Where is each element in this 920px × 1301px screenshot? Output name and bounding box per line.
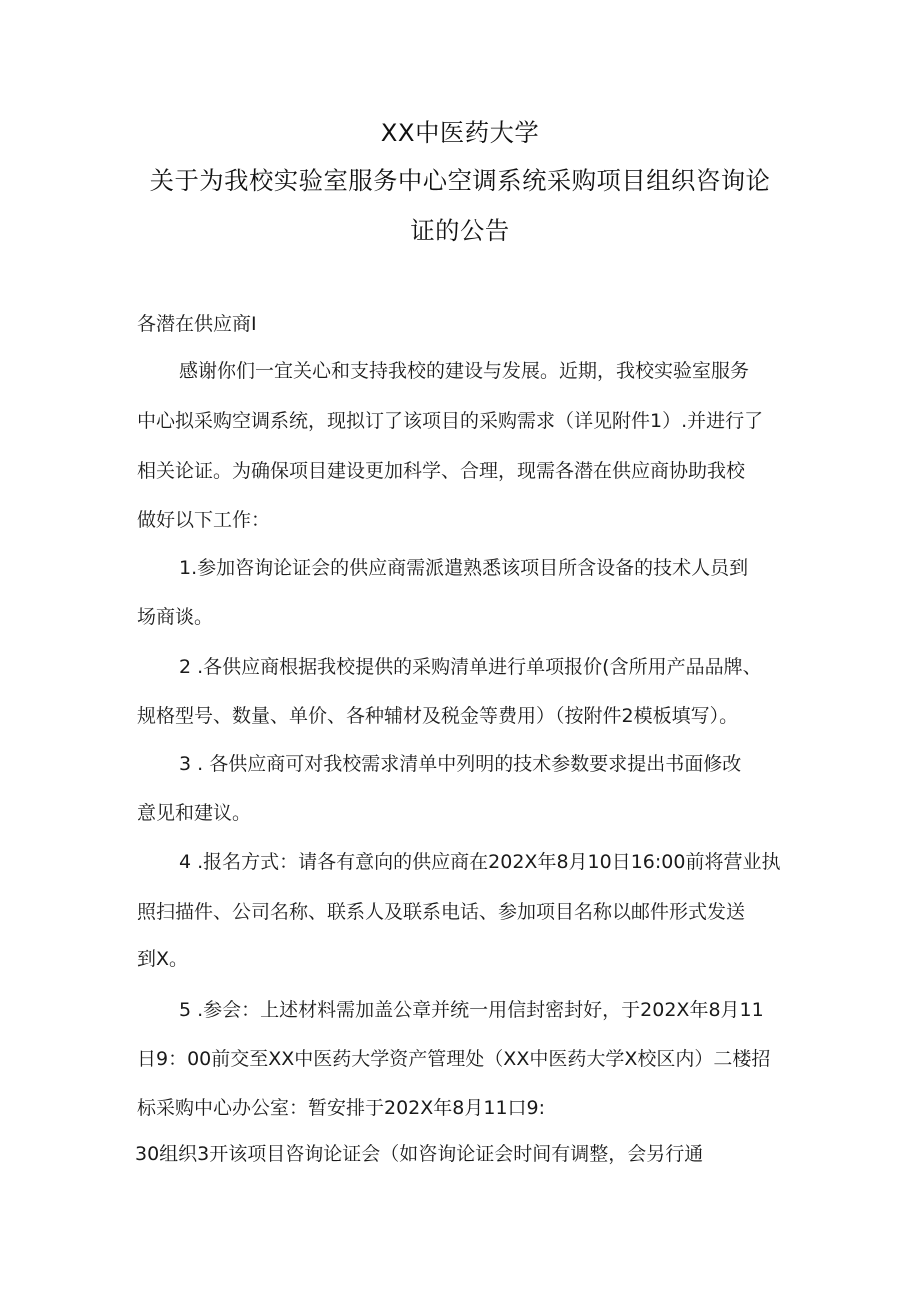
salutation: 各潜在供应商I xyxy=(137,313,257,335)
intro-line-1: 感谢你们一宜关心和支持我校的建设与发展。近期，我校实验室服务 xyxy=(179,360,750,382)
intro-line-2: 中心拟采购空调系统，现拟订了该项目的采购需求（详见附件1）.并进行了 xyxy=(137,410,764,432)
intro-line-3: 相关论证。为确保项目建设更加科学、合理，现需各潜在供应商协助我校 xyxy=(137,460,746,482)
doc-title-line-2: 关于为我校实验室服务中心空调系统采购项目组织咨询论 xyxy=(149,166,771,195)
doc-title-line-3: 证的公告 xyxy=(410,216,510,245)
item-4-line-3: 到X。 xyxy=(137,948,189,970)
item-1-line-2: 场商谈。 xyxy=(137,606,214,628)
item-5-line-3: 标采购中心办公室：暂安排于202X年8月11口9: xyxy=(137,1097,546,1119)
item-2-line-1: 2 .各供应商根据我校提供的采购清单进行单项报价(含所用产品品牌、 xyxy=(179,656,762,678)
item-5-line-2: 日9：00前交至XX中医药大学资产管理处（XX中医药大学X校区内）二楼招 xyxy=(137,1048,771,1070)
doc-title-line-1: XX中医药大学 xyxy=(380,118,540,147)
intro-line-4: 做好以下工作： xyxy=(137,509,271,531)
item-2-line-2: 规格型号、数量、单价、各种辅材及税金等费用）（按附件2模板填写）。 xyxy=(137,705,739,727)
item-4-line-2: 照扫描件、公司名称、联系人及联系电话、参加项目名称以邮件形式发送 xyxy=(137,901,746,923)
item-5-line-4: 30组织3开该项目咨询论证会（如咨询论证会时间有调整，会另行通 xyxy=(135,1143,704,1165)
item-3-line-1: 3 . 各供应商可对我校需求清单中列明的技术参数要求提出书面修改 xyxy=(179,753,742,775)
item-4-line-1: 4 .报名方式：请各有意向的供应商在202X年8月10日16:00前将营业执 xyxy=(179,851,781,873)
item-3-line-2: 意见和建议。 xyxy=(137,802,252,824)
item-5-line-1: 5 .参会：上述材料需加盖公章并统一用信封密封好，于202X年8月11 xyxy=(179,999,764,1021)
item-1-line-1: 1.参加咨询论证会的供应商需派遣熟悉该项目所含设备的技术人员到 xyxy=(179,557,749,579)
